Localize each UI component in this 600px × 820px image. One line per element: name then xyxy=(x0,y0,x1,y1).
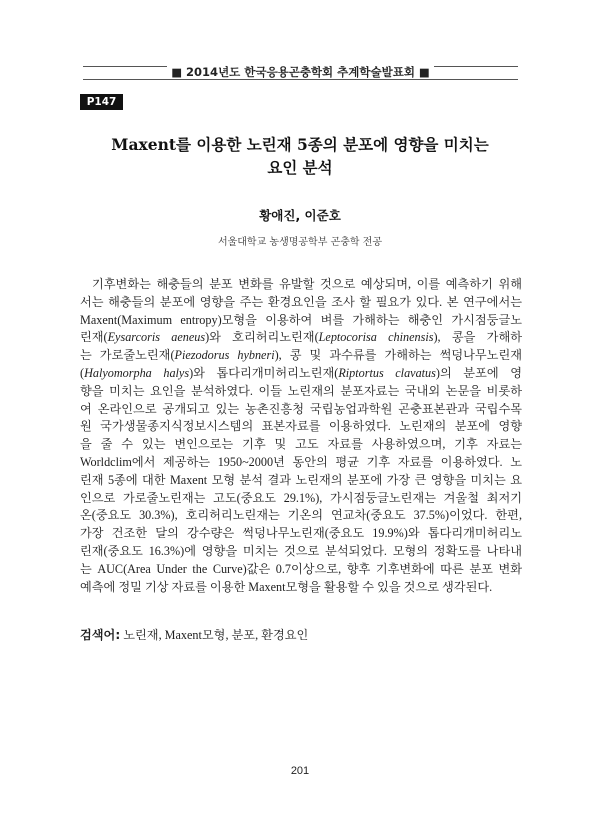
species-name: Leptocorisa chinensis xyxy=(318,330,434,345)
page-number: 201 xyxy=(290,765,310,777)
abstract-line: 원 국가생물종지식정보시스템의 표본자료를 이용하였다. 노린재의 분포에 영향 xyxy=(80,419,522,434)
abstract-line: 서는 해충들의 분포에 영향을 주는 환경요인을 조사 할 필요가 있다. 본 연구에서는 xyxy=(80,294,522,309)
abstract-line: Worldclim에서 제공하는 1950~2000년 동안의 평균 기후 자료를 이용하였다. 노 xyxy=(80,454,522,469)
abstract-line: 을 줄 수 있는 변인으로는 기후 및 고도 자료를 사용하였으며, 기후 자료는 xyxy=(80,437,522,452)
abstract-line: 린재(Eysarcoris aeneus)와 호리허리노린재(Leptocorisa chinensis), 콩을 가해하 xyxy=(80,330,522,345)
abstract-line: 온(중요도 30.3%), 호리허리노린재는 기온의 연교차(중요도 37.5%)이었다. 한편, xyxy=(80,508,522,523)
abstract-line: (Halyomorpha halys)와 톱다리개미허리노린재(Riptortus clavatus)의 분포에 영 xyxy=(80,365,522,380)
abstract-line: 인으로 가로줄노린재는 고도(중요도 29.1%), 가시점둥글노린재는 겨울철 최저기 xyxy=(80,490,522,505)
abstract-line: 향을 미치는 요인을 분석하였다. 이들 노린재의 분포자료는 국내외 논문을 비롯하 xyxy=(80,383,522,398)
species-name: Eysarcoris aeneus xyxy=(107,330,206,345)
title-line-2: 요인 분석 xyxy=(267,158,333,177)
abstract-line: 예측에 정밀 기상 자료를 이용한 Maxent모형을 활용할 수 있을 것으로 생각된다. xyxy=(80,579,493,594)
abstract-line: 린재 5종에 대한 Maxent 모형 분석 결과 노린재의 분포에 가장 큰 영향을 미치는 요 xyxy=(80,472,522,487)
keywords xyxy=(80,627,522,644)
species-name: Halyomorpha halys xyxy=(84,365,190,380)
abstract-body xyxy=(80,276,522,596)
paper-title xyxy=(80,133,520,179)
abstract-line: 는 AUC(Area Under the Curve)값은 0.7이상으로, 향후 기후변화에 따른 분포 변화 xyxy=(80,561,522,576)
conference-header xyxy=(83,63,518,81)
species-name: Riptortus clavatus xyxy=(338,365,436,380)
abstract-line: 린재(중요도 16.3%)에 영향을 미치는 것으로 분석되었다. 모형의 정확도를 나타내 xyxy=(80,543,522,558)
title-line-1: Maxent를 이용한 노린재 5종의 분포에 영향을 미치는 xyxy=(111,135,489,154)
abstract-line: 여 온라인으로 공개되고 있는 농촌진흥청 국립농업과학원 곤충표본관과 국립수목 xyxy=(80,401,522,416)
conference-title: ■ 2014년도 한국응용곤충학회 추계학술발표회 ■ xyxy=(167,65,434,79)
affiliation: 서울대학교 농생명공학부 곤충학 전공 xyxy=(217,237,383,248)
abstract-line: 는 가로줄노린재(Piezodorus hybneri), 콩 및 과수류를 가해하는 썩덩나무노린재 xyxy=(80,348,522,363)
keywords-label: 검색어: xyxy=(80,628,121,642)
abstract-line: 기후변화는 해충들의 분포 변화를 유발할 것으로 예상되며, 이를 예측하기 위해 xyxy=(92,277,522,291)
species-name: Piezodorus hybneri xyxy=(174,348,275,363)
keywords-text: 노린재, Maxent모형, 분포, 환경요인 xyxy=(120,628,309,642)
authors: 황애진, 이준호 xyxy=(259,208,341,223)
abstract-line: Maxent(Maximum entropy)모형을 이용하여 벼를 가해하는 해충인 가시점둥글노 xyxy=(80,312,522,327)
abstract-line: 가장 건조한 달의 강수량은 썩덩나무노린재(중요도 19.9%)와 톱다리개미허리노 xyxy=(80,526,522,541)
poster-id-badge: P147 xyxy=(80,94,123,110)
